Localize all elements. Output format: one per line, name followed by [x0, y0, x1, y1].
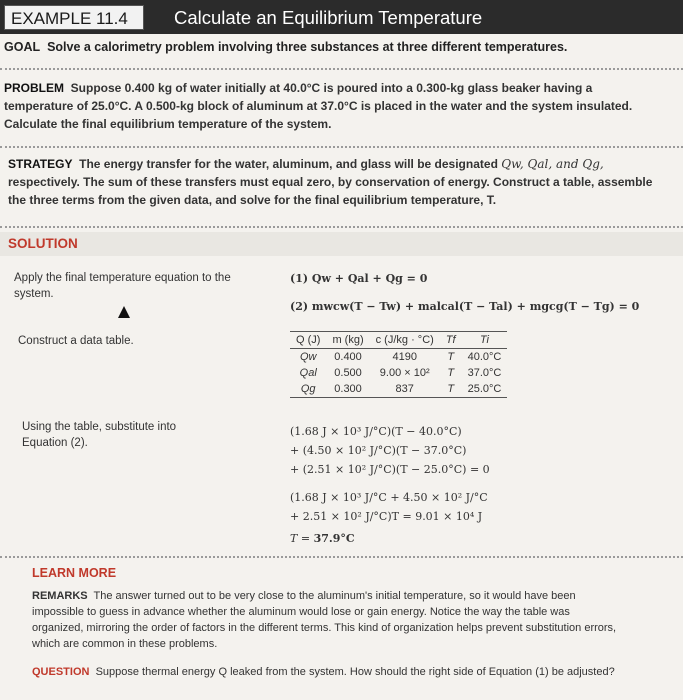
strategy-label: STRATEGY [8, 157, 73, 171]
problem-section [4, 79, 664, 133]
mouse-cursor-icon [118, 306, 130, 318]
header-ti: Ti [462, 332, 508, 349]
table-cell: 0.500 [334, 367, 362, 379]
table-cell: 40.0°C [467, 351, 502, 363]
sum-line-2: + 2.51 × 10² J/°C)T = 9.01 × 10⁴ J [290, 510, 483, 523]
table-cell: 837 [395, 383, 414, 395]
table-cell: Qw [299, 351, 317, 363]
table-cell: 4190 [392, 351, 417, 363]
result-value: 37.9°C [313, 532, 355, 545]
table-cell: 9.00 × 10² [379, 367, 430, 379]
example-title: Calculate an Equilibrium Temperature [174, 7, 483, 28]
table-cell: T [447, 367, 455, 379]
header-m: m (kg) [326, 332, 369, 349]
strategy-text-post: respectively. The sum of these transfers must equal zero, by conservation of energy. Construct a table, assemble the three terms from the given data, and solve for the final equilibrium temperature, T. [8, 175, 653, 207]
remarks-section [32, 588, 622, 652]
data-table [290, 331, 507, 398]
divider [0, 146, 683, 148]
table-cell: T [447, 351, 455, 363]
substitution-line-2: + (4.50 × 10² J/°C)(T − 37.0°C) [290, 444, 467, 457]
equation-1: (1) Qw + Qal + Qg = 0 [290, 272, 428, 285]
step-construct-table: Construct a data table. [18, 335, 134, 347]
question-label: QUESTION [32, 666, 90, 678]
header-tf: Tf [440, 332, 462, 349]
problem-text: Suppose 0.400 kg of water initially at 40.0°C is poured into a 0.300-kg glass beaker having a temperature of 25.0°C. A 0.500-kg block of aluminum at 37.0°C is placed in the water and the system insulated. Calculate the final equilibrium temperature of the system. [4, 81, 633, 131]
solution-label: SOLUTION [8, 236, 78, 251]
table-row [290, 381, 507, 398]
result-lhs: T = [290, 532, 311, 545]
data-table-wrap [290, 331, 507, 398]
header-q: Q (J) [290, 332, 326, 349]
equation-2: (2) mwcw(T − Tw) + malcal(T − Tal) + mgcg(T − Tg) = 0 [290, 300, 640, 313]
strategy-vars: Qw, Qal, and Qg, [501, 157, 604, 171]
remarks-label: REMARKS [32, 590, 88, 602]
table-header-row [290, 332, 507, 349]
table-cell: 37.0°C [467, 367, 502, 379]
substitution-line-3: + (2.51 × 10² J/°C)(T − 25.0°C) = 0 [290, 463, 490, 476]
example-number: EXAMPLE 11.4 [4, 5, 144, 30]
goal-text: Solve a calorimetry problem involving three substances at three different temperatures. [47, 40, 568, 54]
divider [0, 226, 683, 228]
step-substitute: Using the table, substitute into Equation (2). [22, 421, 177, 449]
table-cell: 25.0°C [467, 383, 502, 395]
solution-band [0, 232, 683, 256]
sum-line-1: (1.68 J × 10³ J/°C + 4.50 × 10² J/°C [290, 491, 488, 504]
step-apply-equation: Apply the final temperature equation to the system. [14, 272, 231, 300]
divider [0, 556, 683, 558]
question-section [32, 664, 622, 680]
final-result [290, 532, 355, 545]
table-row [290, 365, 507, 381]
strategy-section [8, 155, 668, 209]
table-cell: 0.300 [334, 383, 362, 395]
table-cell: T [447, 383, 455, 395]
strategy-text-pre: The energy transfer for the water, aluminum, and glass will be designated [79, 157, 502, 171]
header-c: c (J/kg · °C) [370, 332, 440, 349]
goal-section [4, 40, 567, 54]
substitution-line-1: (1.68 J × 10³ J/°C)(T − 40.0°C) [290, 425, 462, 438]
table-row [290, 349, 507, 366]
problem-label: PROBLEM [4, 81, 64, 95]
learn-more-label: LEARN MORE [32, 566, 117, 580]
divider [0, 68, 683, 70]
question-text: Suppose thermal energy Q leaked from the system. How should the right side of Equation (1) be adjusted? [95, 666, 615, 678]
table-cell: Qg [300, 383, 316, 395]
table-cell: Qal [299, 367, 317, 379]
goal-label: GOAL [4, 40, 41, 54]
table-cell: 0.400 [334, 351, 362, 363]
remarks-text: The answer turned out to be very close to the aluminum's initial temperature, so it would have been impossible to guess in advance whether the aluminum would lose or gain energy. Notice the way the table was organized, mirroring the order of factors in the different terms. This kind of organization helps prevent substitution errors, which are common in these problems. [32, 590, 617, 650]
